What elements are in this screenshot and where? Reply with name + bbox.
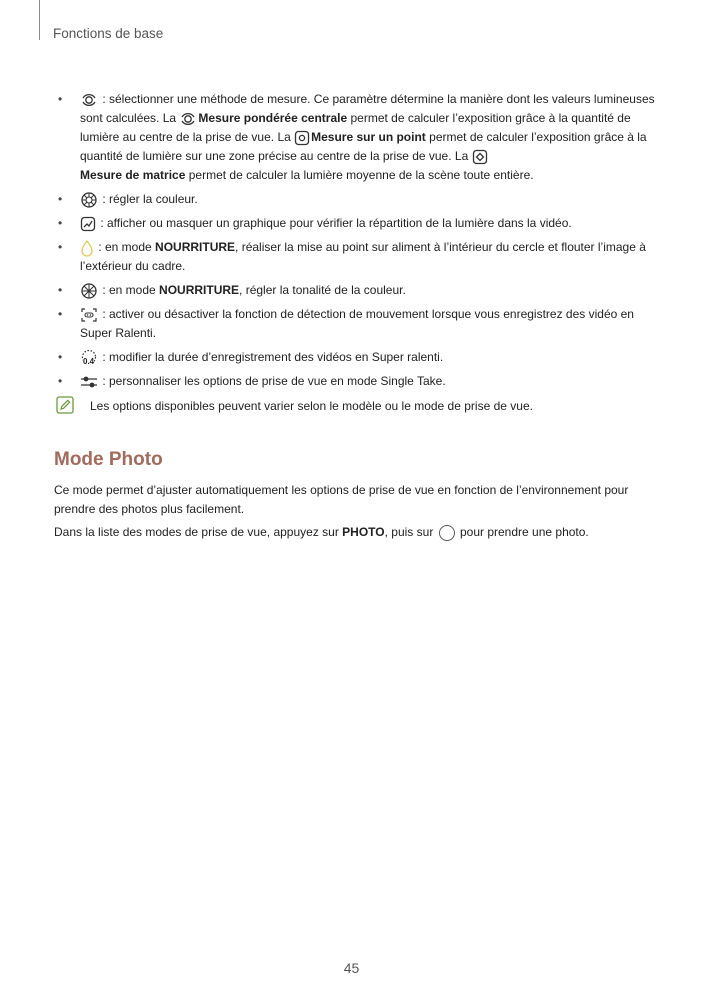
list-item-metering <box>56 90 656 185</box>
motion-detection-text: : activer ou désactiver la fonction de détection de mouvement lorsque vous enregistrez des vidéo en Super Ralenti. <box>80 307 634 340</box>
bullet-dot: • <box>58 92 63 106</box>
metering-text-2: permet de calculer l’exposition grâce à la quantité de lumière au centre de la prise de vue. La <box>80 111 631 144</box>
food-mode-label: NOURRITURE <box>159 283 240 297</box>
header-divider <box>39 0 40 40</box>
section-paragraph-1: Ce mode permet d’ajuster automatiquement les options de prise de vue en fonction de l’environnement pour prendre des photos plus facilement. <box>54 483 629 516</box>
settings-sliders-icon <box>80 374 98 390</box>
list-item-color-tone <box>56 281 656 300</box>
note-box <box>56 396 656 416</box>
section-title: Mode Photo <box>54 449 163 470</box>
focus-droplet-icon <box>80 239 94 257</box>
duration-badge: 0.4 <box>83 356 95 366</box>
histogram-icon <box>80 216 96 232</box>
recording-duration-text: : modifier la durée d’enregistrement des vidéos en Super ralenti. <box>99 350 444 364</box>
spot-metering-label: Mesure sur un point <box>311 130 426 144</box>
matrix-metering-label: Mesure de matrice <box>80 168 186 182</box>
center-weighted-icon <box>179 110 197 128</box>
food-focus-text-post: , réaliser la mise au point sur aliment à l’intérieur du cercle et flouter l’image à l’extérieur du cadre. <box>80 240 646 273</box>
list-item-recording-duration <box>56 348 656 367</box>
shutter-button-icon <box>439 525 455 541</box>
camera-options-list <box>56 90 656 396</box>
bullet-dot: • <box>58 307 63 321</box>
bullet-dot: • <box>58 350 63 364</box>
paragraph-2-pre: Dans la liste des modes de prise de vue, appuyez sur <box>54 525 343 539</box>
section-paragraph-2 <box>54 523 644 542</box>
motion-detection-icon <box>80 307 98 323</box>
bullet-dot: • <box>58 240 63 254</box>
color-wheel-icon <box>80 191 98 209</box>
color-text: : régler la couleur. <box>99 192 198 206</box>
bullet-dot: • <box>58 192 63 206</box>
metering-icon <box>80 91 98 109</box>
color-tone-text-post: , régler la tonalité de la couleur. <box>239 283 406 297</box>
paragraph-2-post: pour prendre une photo. <box>456 525 589 539</box>
metering-text-4: permet de calculer la lumière moyenne de la scène toute entière. <box>185 168 534 182</box>
matrix-metering-icon <box>472 149 488 165</box>
color-tone-text-pre: : en mode <box>99 283 160 297</box>
paragraph-2-mid: , puis sur <box>384 525 437 539</box>
list-item-motion-detection <box>56 305 656 343</box>
page-header-title: Fonctions de base <box>53 26 164 41</box>
list-item-histogram <box>56 214 656 233</box>
bullet-dot: • <box>58 283 63 297</box>
list-item-color <box>56 190 656 209</box>
spot-metering-icon <box>294 130 310 146</box>
metering-text-3: permet de calculer l’exposition grâce à la quantité de lumière sur une zone précise au centre de la prise de vue. La <box>80 130 647 163</box>
food-mode-label: NOURRITURE <box>155 240 236 254</box>
list-item-single-take <box>56 372 656 391</box>
histogram-text: : afficher ou masquer un graphique pour vérifier la répartition de la lumière dans la vidéo. <box>97 216 572 230</box>
food-focus-text-pre: : en mode <box>95 240 156 254</box>
list-item-food-focus <box>56 238 656 276</box>
metering-text-1: : sélectionner une méthode de mesure. Ce paramètre détermine la manière dont les valeurs lumineuses sont calculées. La <box>80 92 655 125</box>
bullet-dot: • <box>58 374 63 388</box>
bullet-dot: • <box>58 216 63 230</box>
recording-duration-icon <box>80 349 98 367</box>
note-text: Les options disponibles peuvent varier selon le modèle ou le mode de prise de vue. <box>90 399 533 413</box>
note-pencil-icon <box>56 396 74 414</box>
photo-mode-label: PHOTO <box>342 525 385 539</box>
center-weighted-label: Mesure pondérée centrale <box>198 111 348 125</box>
single-take-text: : personnaliser les options de prise de vue en mode Single Take. <box>99 374 446 388</box>
page-number: 45 <box>343 960 360 976</box>
color-tone-icon <box>80 282 98 300</box>
